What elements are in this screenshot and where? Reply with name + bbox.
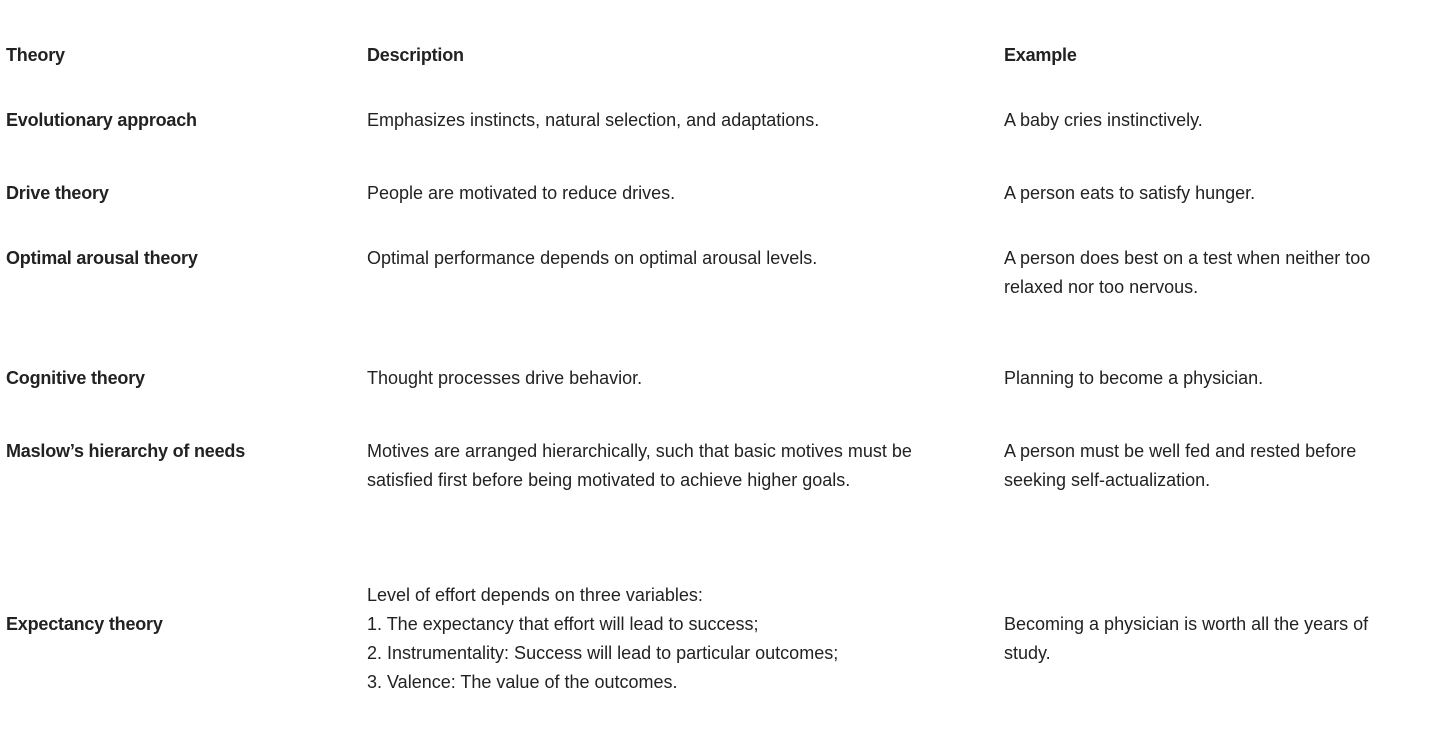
description-line: Emphasizes instincts, natural selection, and adaptations. bbox=[367, 110, 820, 130]
description-line: People are motivated to reduce drives. bbox=[367, 183, 676, 203]
row-description bbox=[367, 106, 987, 135]
example-line: A baby cries instinctively. bbox=[1004, 110, 1203, 130]
description-line: 3. Valence: The value of the outcomes. bbox=[367, 672, 678, 692]
description-line: Thought processes drive behavior. bbox=[367, 368, 643, 388]
description-line: Optimal performance depends on optimal arousal levels. bbox=[367, 248, 818, 268]
example-line: Becoming a physician is worth all the years of bbox=[1004, 614, 1369, 634]
row-description bbox=[367, 179, 987, 208]
row-description bbox=[367, 244, 987, 273]
row-theory: Expectancy theory bbox=[6, 614, 163, 634]
example-line: A person must be well fed and rested before bbox=[1004, 441, 1357, 461]
description-line: 2. Instrumentality: Success will lead to particular outcomes; bbox=[367, 643, 839, 663]
header-example: Example bbox=[1004, 45, 1077, 65]
example-line: relaxed nor too nervous. bbox=[1004, 277, 1199, 297]
row-example bbox=[1004, 179, 1434, 208]
example-line: study. bbox=[1004, 643, 1051, 663]
row-example bbox=[1004, 106, 1434, 135]
row-theory: Optimal arousal theory bbox=[6, 248, 198, 268]
row-example bbox=[1004, 437, 1434, 495]
row-theory: Maslow’s hierarchy of needs bbox=[6, 441, 246, 461]
header-theory: Theory bbox=[6, 45, 65, 65]
description-line: satisfied first before being motivated to achieve higher goals. bbox=[367, 470, 851, 490]
description-line: Motives are arranged hierarchically, such that basic motives must be bbox=[367, 441, 912, 461]
row-theory: Drive theory bbox=[6, 183, 109, 203]
row-description bbox=[367, 364, 987, 393]
row-example bbox=[1004, 244, 1434, 302]
row-description bbox=[367, 581, 987, 697]
description-line: 1. The expectancy that effort will lead to success; bbox=[367, 614, 759, 634]
description-line: Level of effort depends on three variables: bbox=[367, 585, 703, 605]
example-line: A person does best on a test when neither too bbox=[1004, 248, 1371, 268]
example-line: seeking self-actualization. bbox=[1004, 470, 1211, 490]
example-line: A person eats to satisfy hunger. bbox=[1004, 183, 1256, 203]
example-line: Planning to become a physician. bbox=[1004, 368, 1264, 388]
row-example bbox=[1004, 610, 1434, 668]
header-description: Description bbox=[367, 45, 464, 65]
row-theory: Evolutionary approach bbox=[6, 110, 197, 130]
row-description bbox=[367, 437, 987, 495]
row-example bbox=[1004, 364, 1434, 393]
row-theory: Cognitive theory bbox=[6, 368, 145, 388]
